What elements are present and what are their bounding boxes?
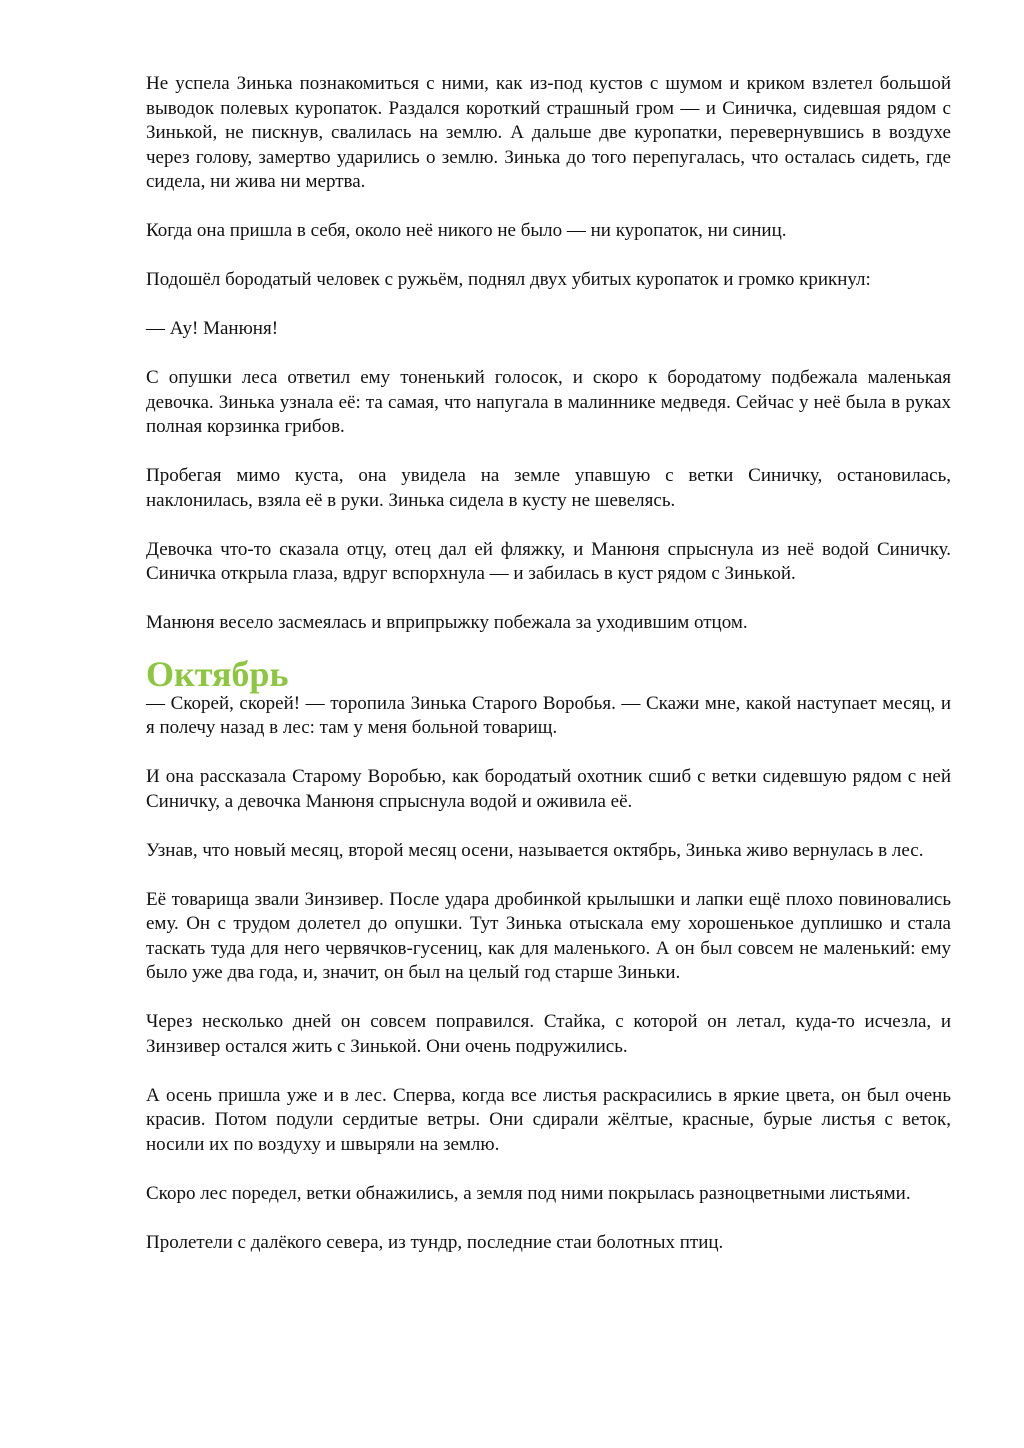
- paragraph: Не успела Зинька познакомиться с ними, как из-под кустов с шумом и криком взлетел большой выводок полевых куропаток. Раздался короткий страшный гром — и Синичка, сидевшая рядом с Зинькой, не пискнув, свалилась на землю. А дальше две куропатки, перевернувшись в воздухе через голову, замертво ударились о землю. Зинька до того перепугалась, что осталась сидеть, где сидела, ни жива ни мертва.: [146, 73, 951, 192]
- paragraph: И она рассказала Старому Воробью, как бородатый охотник сшиб с ветки сидевшую рядом с ней Синичку, а девочка Манюня спрыснула водой и оживила её.: [146, 766, 951, 812]
- paragraph: Пролетели с далёкого севера, из тундр, последние стаи болотных птиц.: [146, 1231, 724, 1253]
- paragraph: — Ау! Манюня!: [146, 318, 279, 339]
- paragraph: Девочка что-то сказала отцу, отец дал ей фляжку, и Манюня спрыснула из неё водой Синичку. Синичка открыла глаза, вдруг вспорхнула — и забилась в куст рядом с Зинькой.: [146, 538, 951, 584]
- paragraph: А осень пришла уже и в лес. Сперва, когда все листья раскрасились в яркие цвета, он был очень красив. Потом подули сердитые ветры. Они сдирали жёлтые, красные, бурые листья с веток, носили их по воздуху и швыряли на землю.: [146, 1084, 951, 1155]
- paragraph: Когда она пришла в себя, около неё никого не было — ни куропаток, ни синиц.: [146, 220, 787, 241]
- paragraph: Скоро лес поредел, ветки обнажились, а земля под ними покрылась разноцветными листьями.: [146, 1182, 911, 1204]
- paragraph: Подошёл бородатый человек с ружьём, поднял двух убитых куропаток и громко крикнул:: [146, 269, 871, 290]
- paragraph: Пробегая мимо куста, она увидела на земле упавшую с ветки Синичку, остановилась, наклонилась, взяла её в руки. Зинька сидела в кусту не шевелясь.: [146, 465, 951, 511]
- paragraph: Узнав, что новый месяц, второй месяц осени, называется октябрь, Зинька живо вернулась в лес.: [146, 839, 924, 861]
- paragraph: — Скорей, скорей! — торопила Зинька Старого Воробья. — Скажи мне, какой наступает месяц, и я полечу назад в лес: там у меня больной товарищ.: [146, 692, 951, 738]
- paragraph: Через несколько дней он совсем поправился. Стайка, с которой он летал, куда-то исчезла, и Зинзивер остался жить с Зинькой. Они очень подружились.: [146, 1011, 951, 1057]
- paragraph: Её товарища звали Зинзивер. После удара дробинкой крылышки и лапки ещё плохо повиновались ему. Он с трудом долетел до опушки. Тут Зинька отыскала ему хорошенькое дуплишко и стала таскать туда для него червячков-гусениц, как для маленького. А он был совсем не маленький: ему было уже два года, и, значит, он был на целый год старше Зиньки.: [146, 888, 951, 983]
- document-page: [146, 72, 951, 1280]
- section-heading-october: Октябрь: [146, 653, 289, 694]
- paragraph: Манюня весело засмеялась и вприпрыжку побежала за уходившим отцом.: [146, 612, 748, 633]
- paragraph: С опушки леса ответил ему тоненький голосок, и скоро к бородатому подбежала маленькая девочка. Зинька узнала её: та самая, что напугала в малиннике медведя. Сейчас у неё была в руках полная корзинка грибов.: [146, 367, 951, 437]
